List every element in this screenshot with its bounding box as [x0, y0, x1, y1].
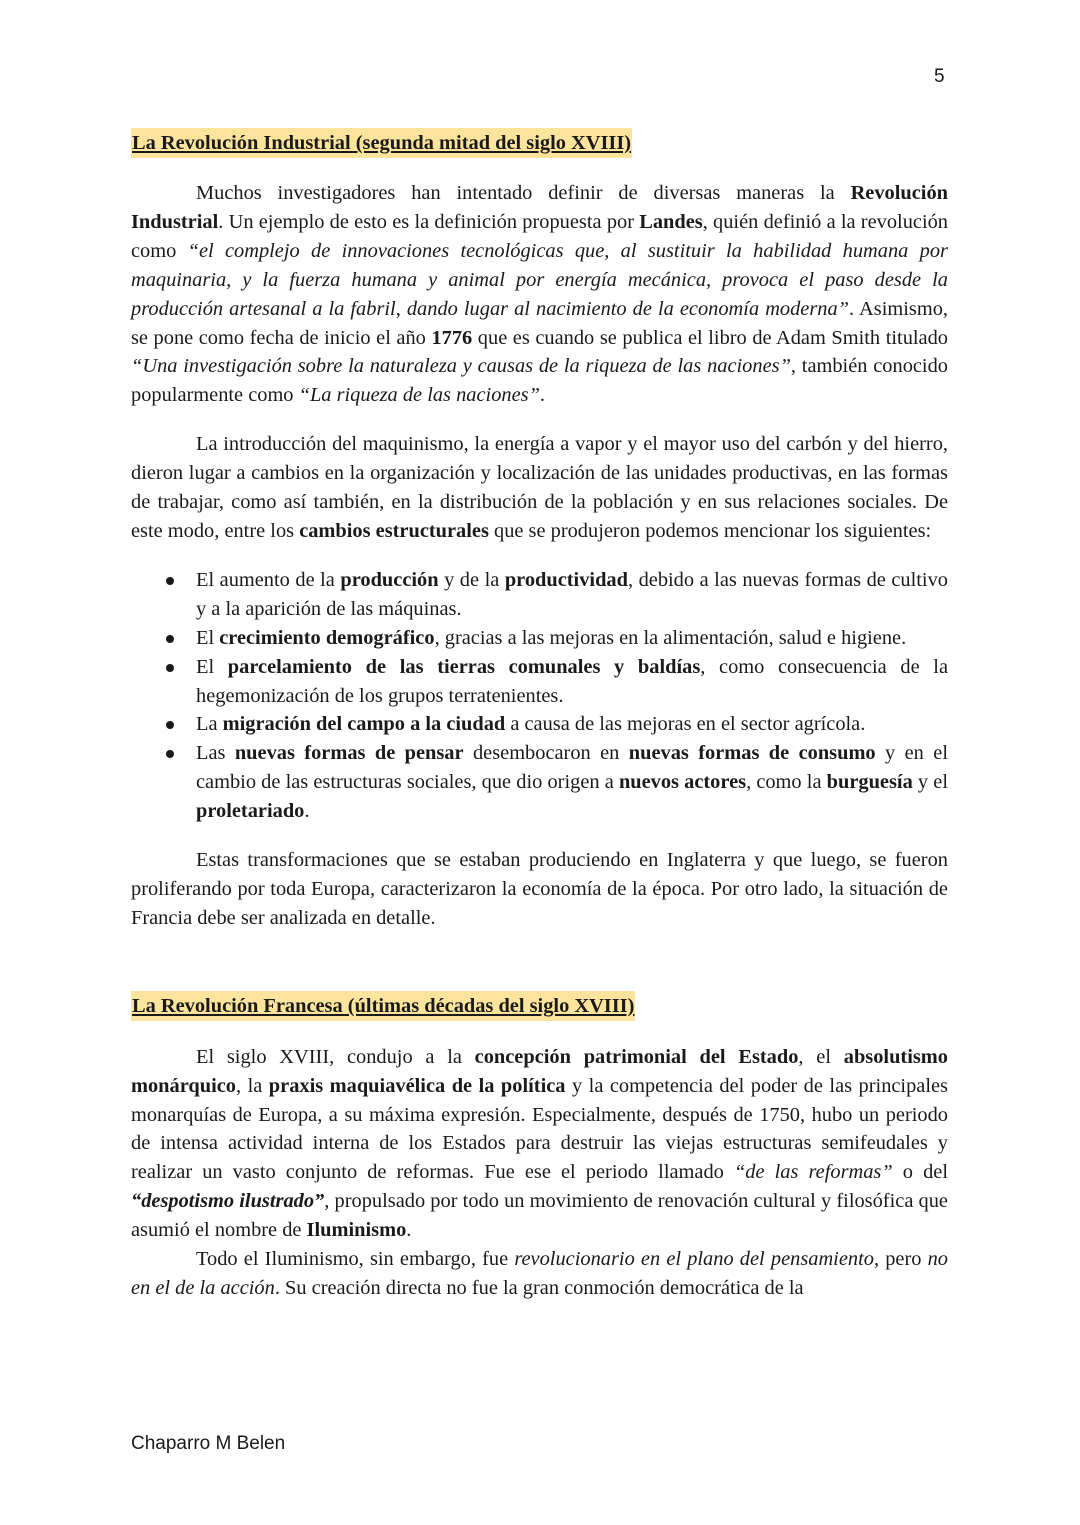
- italic-quote: “el complejo de innovaciones tecnológicas que, al sustituir la habilidad humana por maquinaria, y la fuerza humana y animal por energía mecánica, provoca el paso desde la producción artesanal a la fabril, dando lugar al nacimiento de la economía moderna”: [131, 239, 948, 320]
- list-item: [196, 566, 948, 624]
- text-run: que es cuando se publica el libro de Adam Smith titulado: [472, 326, 948, 349]
- footer-author: Chaparro M Belen: [131, 1433, 286, 1454]
- paragraph-absolutism: [131, 1043, 948, 1245]
- text-run: , como consecuencia de la hegemonización de los grupos terratenientes.: [196, 655, 949, 707]
- bold-term: nuevos actores: [618, 771, 747, 794]
- italic-phrase: no en el de la acción: [131, 1248, 948, 1299]
- text-run: El: [196, 655, 228, 678]
- bold-term: parcelamiento de las tierras comunales y baldías: [227, 655, 701, 678]
- text-run: o del: [892, 1161, 948, 1184]
- text-run: , debido a las nuevas formas de cultivo y a la aparición de las máquinas.: [196, 568, 948, 620]
- text-run: y en el cambio de las estructuras sociales, que dio origen a: [196, 742, 948, 794]
- bold-term: Revolución Industrial: [131, 182, 948, 233]
- list-item: [196, 739, 948, 826]
- list-item: [196, 653, 948, 711]
- paragraph-iluminismo: [131, 1245, 948, 1303]
- text-run: Muchos investigadores han intentado definir de diversas maneras la: [196, 182, 851, 204]
- text-run: La introducción del maquinismo, la energía a vapor y el mayor uso del carbón y del hierro, dieron lugar a cambios en la organización y localización de las unidades productivas, en las formas de trabajar, como así también, en la distribución de la población y en sus relaciones sociales. De este modo, entre los: [131, 433, 948, 542]
- text-run: El aumento de la: [196, 568, 341, 591]
- text-run: desembocaron en: [463, 742, 629, 765]
- section-heading-french-revolution: La Revolución Francesa (últimas décadas del siglo XVIII): [131, 991, 635, 1021]
- text-run: La: [196, 713, 223, 736]
- bold-term: nuevas formas de pensar: [234, 742, 464, 765]
- bold-term: productividad: [504, 568, 628, 591]
- text-run: Todo el Iluminismo, sin embargo, fue: [196, 1248, 515, 1271]
- text-run: y de la: [438, 568, 505, 591]
- italic-quote: “de las reformas”: [733, 1161, 893, 1184]
- bold-term: cambios estructurales: [299, 519, 489, 542]
- text-run: .: [406, 1219, 412, 1242]
- text-run: , el: [798, 1045, 844, 1068]
- paragraph-transformations: Estas transformaciones que se estaban produciendo en Inglaterra y que luego, se fueron proliferando por toda Europa, caracterizaron la economía de la época. Por otro lado, la situación de Francia debe ser analizada en detalle.: [131, 849, 948, 929]
- bold-term: Landes: [639, 210, 703, 233]
- section-heading-wrap: [131, 128, 948, 158]
- bold-italic-quote: “despotismo ilustrado”: [131, 1190, 325, 1213]
- italic-phrase: revolucionario en el plano del pensamiento: [514, 1248, 874, 1271]
- structural-changes-list: [131, 566, 948, 826]
- bold-term: 1776: [431, 326, 473, 349]
- bold-term: praxis maquiavélica de la política: [268, 1074, 566, 1097]
- italic-quote: “Una investigación sobre la naturaleza y causas de la riqueza de las naciones”: [131, 355, 791, 378]
- bold-term: proletariado: [196, 800, 305, 823]
- bold-term: nuevas formas de consumo: [628, 742, 876, 765]
- paragraph-landes-definition: [131, 179, 948, 410]
- bold-term: migración del campo a la ciudad: [222, 713, 506, 736]
- text-run: , como la: [746, 771, 827, 794]
- text-run: El: [196, 626, 220, 649]
- bold-term: crecimiento demográfico: [219, 626, 435, 649]
- bold-term: absolutismo monárquico: [131, 1045, 948, 1097]
- section-heading-wrap: [131, 991, 948, 1021]
- text-run: que se produjeron podemos mencionar los siguientes:: [488, 519, 932, 542]
- section-heading-industrial: La Revolución Industrial (segunda mitad del siglo XVIII): [131, 128, 632, 158]
- text-run: . Asimismo, se pone como fecha de inicio el año: [131, 297, 948, 349]
- text-run: , la: [236, 1074, 269, 1097]
- text-run: y el: [912, 771, 949, 794]
- text-run: , quién definió a la revolución como: [131, 210, 948, 262]
- list-item: [196, 710, 948, 739]
- text-run: . Un ejemplo de esto es la definición propuesta por: [218, 210, 640, 233]
- text-run: .: [304, 800, 310, 823]
- text-run: , propulsado por todo un movimiento de renovación cultural y filosófica que asumió el nombre de: [131, 1190, 948, 1242]
- text-run: y la competencia del poder de las principales monarquías de Europa, a su máxima expresión. Especialmente, después de 1750, hubo un periodo de intensa actividad interna de los Estados para destruir las viejas estructuras semifeudales y realizar un vasto conjunto de reformas. Fue ese el periodo llamado: [131, 1074, 948, 1184]
- text-run: El siglo XVIII, condujo a la: [196, 1045, 475, 1068]
- list-item: [196, 624, 948, 653]
- paragraph-structural-changes: [131, 430, 948, 546]
- bold-term: producción: [340, 568, 439, 591]
- text-run: . Su creación directa no fue la gran conmoción democrática de la: [274, 1277, 804, 1299]
- bold-term: concepción patrimonial del Estado: [474, 1045, 799, 1068]
- bold-term: burguesía: [826, 771, 913, 794]
- text-run: , pero: [873, 1248, 928, 1271]
- document-body: [131, 128, 948, 1303]
- text-run: .: [539, 384, 546, 407]
- page-number: 5: [934, 66, 945, 87]
- text-run: Las: [196, 742, 235, 765]
- text-run: , también conocido popularmente como: [131, 355, 948, 407]
- text-run: , gracias a las mejoras en la alimentación, salud e higiene.: [434, 626, 907, 649]
- text-run: a causa de las mejoras en el sector agrícola.: [505, 713, 866, 736]
- italic-quote: “La riqueza de las naciones”: [298, 384, 540, 407]
- bold-term: Iluminismo: [306, 1219, 407, 1242]
